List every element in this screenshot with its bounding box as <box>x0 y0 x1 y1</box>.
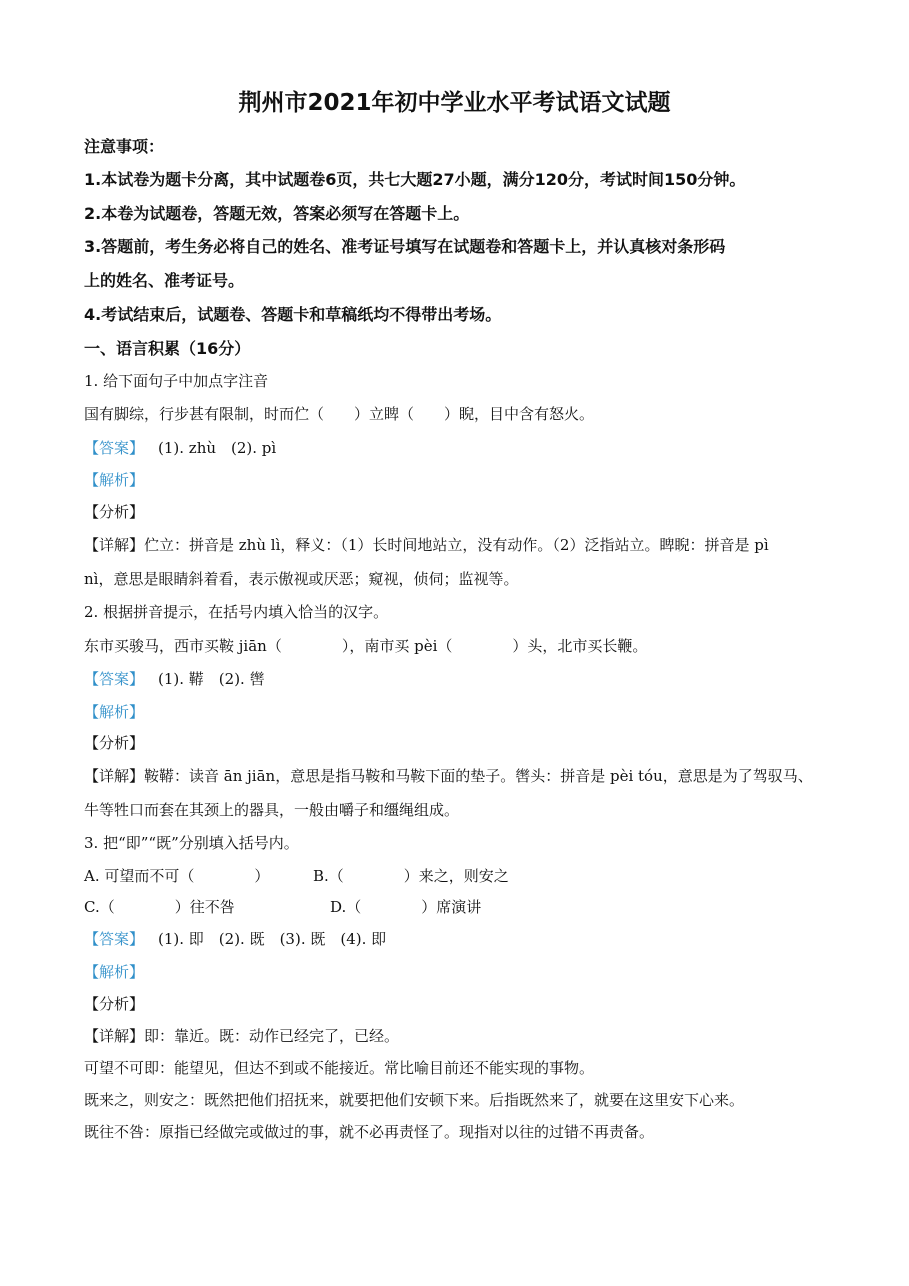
q3-explanation-3: 既往不咎：原指已经做完或做过的事，就不必再责怪了。现指对以往的过错不再责备。 <box>84 1123 655 1141</box>
q2-detail-a: 鞍鞯：读音 ān jiān，意思是指马鞍和马鞍下面的垫子。辔头：拼音是 pèi tóu，意思是为了驾驭马、 <box>144 767 813 785</box>
q1-answer-row <box>84 438 276 458</box>
q1-detail-row <box>84 535 769 555</box>
q1-detail-b: nì，意思是眼睛斜着看，表示傲视或厌恶；窥视，侦伺；监视等。 <box>84 570 519 588</box>
q3-option-b: B.（ ）来之，则安之 <box>313 867 509 885</box>
q1-detail-a: 伫立：拼音是 zhù lì，释义：（1）长时间地站立，没有动作。（2）泛指站立。睥睨：拼音是 pì <box>144 536 769 554</box>
q1-analysis-tag: 【解析】 <box>84 471 145 489</box>
answer-tag: 【答案】 <box>84 930 145 948</box>
notice-item-3a: 3.答题前，考生务必将自己的姓名、准考证号填写在试题卷和答题卡上，并认真核对条形码 <box>84 237 726 256</box>
q2-fenxi-tag: 【分析】 <box>84 734 145 752</box>
q3-answer-row <box>84 929 386 949</box>
q1-sentence: 国有脚综，行步甚有限制，时而伫（ ）立睥（ ）睨，目中含有怒火。 <box>84 405 595 423</box>
q3-explanation-1: 可望不可即：能望见，但达不到或不能接近。常比喻目前还不能实现的事物。 <box>84 1059 595 1077</box>
q3-option-c: C.（ ）往不咎 <box>84 898 235 916</box>
notice-item-2: 2.本卷为试题卷，答题无效，答案必须写在答题卡上。 <box>84 204 470 223</box>
section-heading: 一、语言积累（16分） <box>84 339 251 358</box>
detail-tag: 【详解】 <box>84 767 145 785</box>
q3-explanation-2: 既来之，则安之：既然把他们招抚来，就要把他们安顿下来。后指既然来了，就要在这里安下心来。 <box>84 1091 745 1109</box>
document-title: 荆州市2021年初中学业水平考试语文试题 <box>238 90 671 116</box>
notice-heading: 注意事项： <box>84 137 165 156</box>
detail-tag: 【详解】 <box>84 536 145 554</box>
answer-tag: 【答案】 <box>84 439 145 457</box>
answer-tag: 【答案】 <box>84 670 145 688</box>
notice-item-4: 4.考试结束后，试题卷、答题卡和草稿纸均不得带出考场。 <box>84 305 502 324</box>
q3-analysis-tag: 【解析】 <box>84 963 145 981</box>
notice-item-3b: 上的姓名、准考证号。 <box>84 271 245 290</box>
q1-stem: 1. 给下面句子中加点字注音 <box>84 372 269 390</box>
q3-stem: 3. 把“即”“既”分别填入括号内。 <box>84 834 299 852</box>
q3-option-d: D.（ ）席演讲 <box>330 898 482 916</box>
q2-sentence: 东市买骏马，西市买鞍 jiān（ ），南市买 pèi（ ）头，北市买长鞭。 <box>84 637 648 655</box>
detail-tag: 【详解】 <box>84 1027 145 1045</box>
q1-answer: (1). zhù (2). pì <box>158 439 277 457</box>
q3-option-a: A. 可望而不可（ ） <box>84 867 270 885</box>
q3-detail: 即：靠近。既：动作已经完了，已经。 <box>144 1027 400 1045</box>
q1-fenxi-tag: 【分析】 <box>84 503 145 521</box>
notice-item-1: 1.本试卷为题卡分离，其中试题卷6页，共七大题27小题，满分120分，考试时间150分钟。 <box>84 170 746 189</box>
q3-detail-row <box>84 1026 399 1046</box>
q3-fenxi-tag: 【分析】 <box>84 995 145 1013</box>
q2-detail-row <box>84 766 813 786</box>
q2-answer-row <box>84 669 265 689</box>
q2-analysis-tag: 【解析】 <box>84 703 145 721</box>
q2-answer: (1). 鞯 (2). 辔 <box>158 670 265 688</box>
q2-stem: 2. 根据拼音提示，在括号内填入恰当的汉字。 <box>84 603 389 621</box>
q2-detail-b: 牛等牲口而套在其颈上的器具，一般由嚼子和缰绳组成。 <box>84 801 460 819</box>
q3-answer: (1). 即 (2). 既 (3). 既 (4). 即 <box>158 930 387 948</box>
